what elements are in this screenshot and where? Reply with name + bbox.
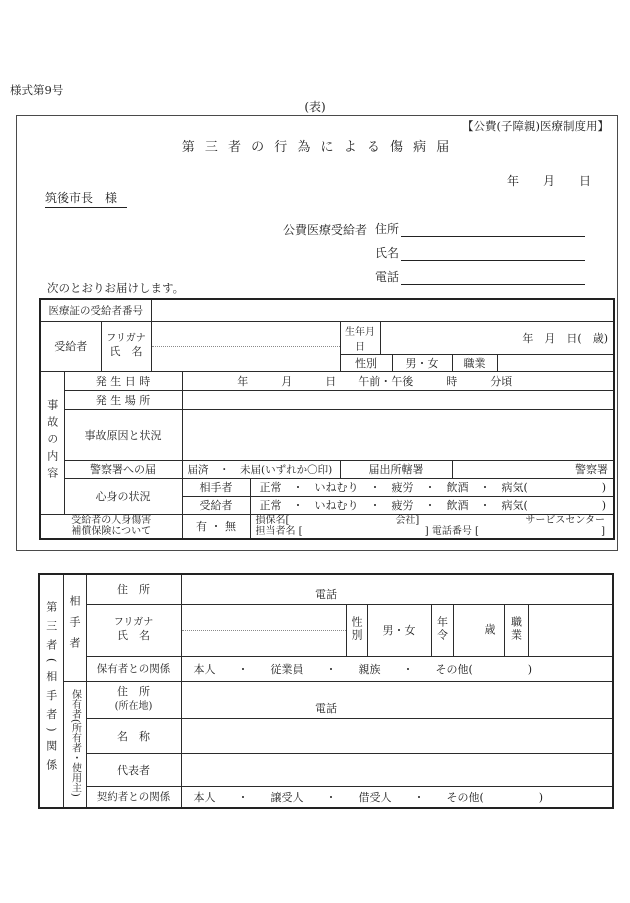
- sex-value-cell: 男・女: [392, 354, 452, 371]
- payer-phone-label: 電話: [375, 270, 400, 284]
- party-job-label-cell: [504, 604, 528, 656]
- dob-value-cell: 年 月 日( 歳): [380, 321, 614, 354]
- job-label-cell: 職業: [452, 354, 497, 371]
- payer-address-label: 住所: [375, 222, 400, 236]
- party-furigana-name-label-cell: [86, 604, 181, 656]
- cause-value-cell: [182, 409, 614, 460]
- contract-rel-label-cell: 契約者との関係: [86, 786, 181, 808]
- condition-recipient-options: 正常 ・ いねむり ・ 疲労 ・ 飲酒 ・ 病気(: [259, 499, 528, 512]
- insurance-detail-cell: [250, 514, 614, 539]
- occur-place-value-cell: [182, 390, 614, 409]
- police-report-label-cell: 警察署への届: [64, 460, 182, 478]
- payer-name-row: [375, 244, 585, 261]
- furigana-name-label-cell: [101, 321, 151, 371]
- party-address-value-cell: [181, 574, 613, 604]
- third-party-table: [38, 573, 614, 809]
- recipient-accident-table: [39, 298, 615, 540]
- rep-label-cell: 代表者: [86, 753, 181, 786]
- party-age-suffix: 歳: [484, 623, 496, 636]
- condition-recipient-options-cell: [250, 496, 614, 514]
- insurer-name-label: 損保名[: [255, 515, 290, 526]
- contact-phone-label: ] 電話番号 [: [424, 526, 479, 537]
- payer-phone-row: [375, 268, 585, 285]
- job-value-cell: [497, 354, 614, 371]
- org-name-label-cell: 名 称: [86, 718, 181, 753]
- form-outer-box: [16, 115, 618, 551]
- party-sex-label: 性別: [350, 615, 363, 642]
- cert-no-label-cell: 医療証の受給者番号: [40, 299, 151, 321]
- owner-address-label-line1: 住 所: [117, 685, 150, 699]
- party-age-label: 年令: [435, 615, 449, 642]
- party-furigana-entry-area: [182, 630, 346, 631]
- payer-heading: 公費医療受給者: [283, 223, 368, 237]
- declaration-text: 次のとおりお届けします。: [47, 281, 185, 295]
- payer-address-row: [375, 220, 585, 237]
- condition-label-cell: 心身の状況: [64, 478, 182, 514]
- insurer-line: [251, 515, 614, 526]
- police-office-value-cell: 警察署: [452, 460, 614, 478]
- sex-label-cell: 性別: [340, 354, 392, 371]
- accident-section-label: 事故の内容: [45, 398, 59, 484]
- insurance-yesno-cell: 有 ・ 無: [182, 514, 250, 539]
- condition-party-options-cell: [250, 478, 614, 496]
- owner-address-value-cell: [181, 681, 613, 718]
- occur-datetime-value-cell: 年 月 日 午前・午後 時 分頃: [182, 371, 614, 390]
- payer-phone-line: [401, 270, 585, 285]
- police-office-label-cell: 届出所轄署: [340, 460, 452, 478]
- condition-recipient-label-cell: 受給者: [182, 496, 250, 514]
- date-line: 年 月 日: [506, 174, 591, 188]
- system-tag: 【公費(子障親)医療制度用】: [462, 119, 609, 133]
- form-title: 第 三 者 の 行 為 に よ る 傷 病 届: [181, 140, 453, 155]
- party-sex-label-cell: [346, 604, 367, 656]
- insurance-label-cell: [40, 514, 182, 539]
- dob-label-cell: 生年月日: [340, 321, 380, 354]
- party-group-label: 相手者: [68, 594, 81, 658]
- furigana-entry-area: [152, 346, 340, 347]
- holder-rel-label-cell: 保有者との関係: [86, 656, 181, 681]
- form-number: 様式第9号: [10, 83, 64, 97]
- party-age-label-cell: [431, 604, 453, 656]
- addressee: 筑後市長 様: [45, 189, 127, 208]
- occur-place-label-cell: 発 生 場 所: [64, 390, 182, 409]
- party-group-cell: [63, 574, 86, 681]
- party-sex-value-cell: 男・女: [367, 604, 431, 656]
- payer-name-label: 氏名: [375, 246, 400, 260]
- service-center-label: サービスセンター: [525, 515, 605, 526]
- party-age-value-cell: [453, 604, 504, 656]
- owner-address-label-line2: (所在地): [114, 701, 153, 713]
- payer-address-line: [401, 222, 585, 237]
- occur-datetime-label-cell: 発 生 日 時: [64, 371, 182, 390]
- condition-party-label-cell: 相手者: [182, 478, 250, 496]
- owner-group-label: 保有者(所有者・使用主): [69, 688, 81, 797]
- name-value-cell: [151, 321, 340, 371]
- accident-section-cell: [40, 371, 64, 514]
- payer-name-line: [401, 246, 585, 261]
- party-phone-label: 電話: [314, 587, 337, 601]
- condition-party-options: 正常 ・ いねむり ・ 疲労 ・ 飲酒 ・ 病気(: [259, 481, 528, 494]
- insurer-contact-line: [251, 526, 614, 537]
- furigana-label: フリガナ: [106, 332, 146, 344]
- name-label: 氏 名: [109, 345, 143, 359]
- holder-rel-options-cell: 本人 ・ 従業員 ・ 親族 ・ その他( ): [181, 656, 613, 681]
- cert-no-value-cell: [151, 299, 614, 321]
- contract-rel-options-cell: 本人 ・ 譲受人 ・ 借受人 ・ その他( ): [181, 786, 613, 808]
- rep-value-cell: [181, 753, 613, 786]
- insurer-company-suffix: 会社]: [395, 515, 420, 526]
- contact-person-label: 担当者名 [: [255, 526, 303, 537]
- party-furigana-label: フリガナ: [113, 616, 154, 628]
- party-name-label: 氏 名: [117, 629, 150, 643]
- third-party-section-cell: [39, 574, 63, 808]
- sheet-side-label: (表): [304, 100, 326, 114]
- party-job-value-cell: [528, 604, 613, 656]
- insurance-label-line1: 受給者の人身傷害: [71, 514, 152, 526]
- party-job-label: 職業: [509, 615, 523, 642]
- org-name-value-cell: [181, 718, 613, 753]
- owner-phone-label: 電話: [314, 701, 337, 715]
- owner-address-label-cell: [86, 681, 181, 718]
- police-report-options-cell: 届済 ・ 未届(いずれか〇印): [182, 460, 340, 478]
- party-name-value-cell: [181, 604, 346, 656]
- third-party-section-label: 第三者(相手者)関係: [44, 601, 58, 778]
- insurance-label-line2: 補償保険について: [71, 526, 152, 537]
- condition-party-close-paren: ): [601, 480, 606, 494]
- contact-close-bracket: ]: [601, 526, 605, 537]
- condition-recipient-close-paren: ): [601, 498, 606, 512]
- recipient-label-cell: 受給者: [40, 321, 101, 371]
- owner-group-cell: [63, 681, 86, 808]
- cause-label-cell: 事故原因と状況: [64, 409, 182, 460]
- party-address-label-cell: 住 所: [86, 574, 181, 604]
